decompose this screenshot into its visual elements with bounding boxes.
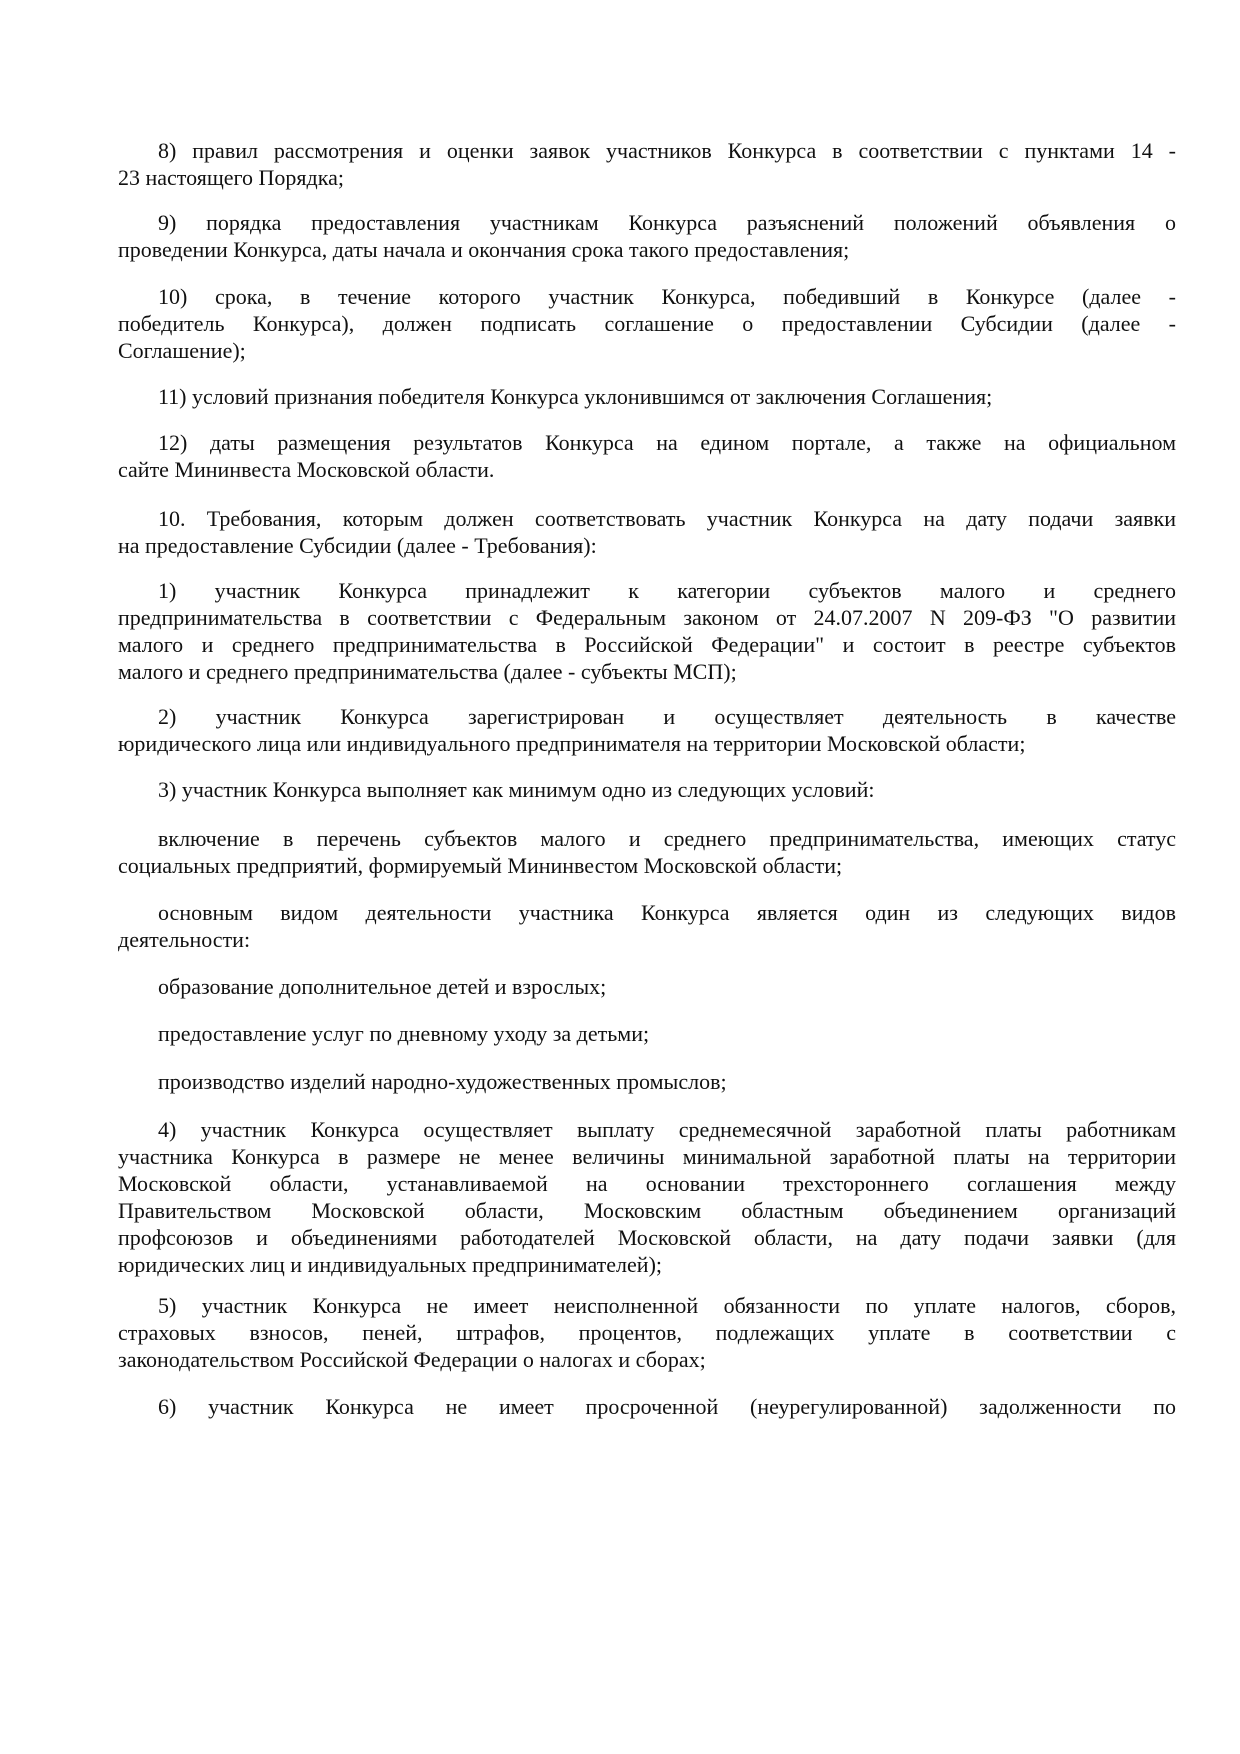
paragraph (118, 577, 1176, 685)
paragraph (118, 776, 1176, 803)
text-line: законодательством Российской Федерации о налогах и сборах; (118, 1347, 706, 1372)
text-line: малого и среднего предпринимательства в Российской Федерации" и состоит в реестре субъектов (118, 632, 1176, 657)
text-line: предпринимательства в соответствии с Федеральным законом от 24.07.2007 N 209-ФЗ "О развитии (118, 605, 1176, 630)
text-line: малого и среднего предпринимательства (далее - субъекты МСП); (118, 659, 737, 684)
text-line: деятельности: (118, 927, 251, 952)
text-line: Московской области, устанавливаемой на основании трехстороннего соглашения между (118, 1171, 1176, 1196)
paragraph (118, 137, 1176, 191)
paragraph (118, 825, 1176, 879)
text-line: социальных предприятий, формируемый Мининвестом Московской области; (118, 853, 843, 878)
paragraph (118, 283, 1176, 364)
text-line: Правительством Московской области, Московским областным объединением организаций (118, 1198, 1176, 1223)
text-line: 8) правил рассмотрения и оценки заявок участников Конкурса в соответствии с пунктами 14 - (158, 138, 1176, 163)
text-line: основным видом деятельности участника Конкурса является один из следующих видов (158, 900, 1176, 925)
text-line: на предоставление Субсидии (далее - Требования): (118, 533, 597, 558)
paragraph (118, 1020, 1176, 1047)
text-line: производство изделий народно-художественных промыслов; (158, 1069, 727, 1094)
paragraph (118, 1116, 1176, 1278)
text-line: образование дополнительное детей и взрослых; (158, 974, 607, 999)
text-line: 1) участник Конкурса принадлежит к категории субъектов малого и среднего (158, 578, 1176, 603)
text-line: юридического лица или индивидуального предпринимателя на территории Московской области; (118, 731, 1026, 756)
text-line: включение в перечень субъектов малого и среднего предпринимательства, имеющих статус (158, 826, 1176, 851)
text-line: 3) участник Конкурса выполняет как минимум одно из следующих условий: (158, 777, 875, 802)
text-line: 11) условий признания победителя Конкурса уклонившимся от заключения Соглашения; (158, 384, 993, 409)
text-line: 5) участник Конкурса не имеет неисполненной обязанности по уплате налогов, сборов, (158, 1293, 1176, 1318)
text-line: 6) участник Конкурса не имеет просроченной (неурегулированной) задолженности по (158, 1394, 1176, 1419)
paragraph (118, 1068, 1176, 1095)
paragraph (118, 383, 1176, 410)
paragraph (118, 973, 1176, 1000)
paragraph (118, 703, 1176, 757)
text-line: 10) срока, в течение которого участник Конкурса, победивший в Конкурсе (далее - (158, 284, 1176, 309)
text-line: профсоюзов и объединениями работодателей Московской области, на дату подачи заявки (для (118, 1225, 1176, 1250)
text-line: участника Конкурса в размере не менее величины минимальной заработной платы на территории (118, 1144, 1176, 1169)
text-line: сайте Мининвеста Московской области. (118, 457, 495, 482)
text-line: предоставление услуг по дневному уходу за детьми; (158, 1021, 650, 1046)
text-line: 2) участник Конкурса зарегистрирован и осуществляет деятельность в качестве (158, 704, 1176, 729)
paragraph (118, 429, 1176, 483)
paragraph (118, 1393, 1176, 1420)
text-line: 12) даты размещения результатов Конкурса на едином портале, а также на официальном (158, 430, 1176, 455)
text-line: страховых взносов, пеней, штрафов, процентов, подлежащих уплате в соответствии с (118, 1320, 1176, 1345)
text-line: победитель Конкурса), должен подписать соглашение о предоставлении Субсидии (далее - (118, 311, 1176, 336)
text-line: 9) порядка предоставления участникам Конкурса разъяснений положений объявления о (158, 210, 1176, 235)
text-line: проведении Конкурса, даты начала и окончания срока такого предоставления; (118, 237, 850, 262)
paragraph (118, 209, 1176, 263)
text-line: юридических лиц и индивидуальных предпринимателей); (118, 1252, 663, 1277)
text-line: Соглашение); (118, 338, 246, 363)
text-line: 10. Требования, которым должен соответствовать участник Конкурса на дату подачи заявки (158, 506, 1176, 531)
paragraph (118, 505, 1176, 559)
text-line: 4) участник Конкурса осуществляет выплату среднемесячной заработной платы работникам (158, 1117, 1176, 1142)
text-line: 23 настоящего Порядка; (118, 165, 344, 190)
paragraph (118, 1292, 1176, 1373)
paragraph (118, 899, 1176, 953)
